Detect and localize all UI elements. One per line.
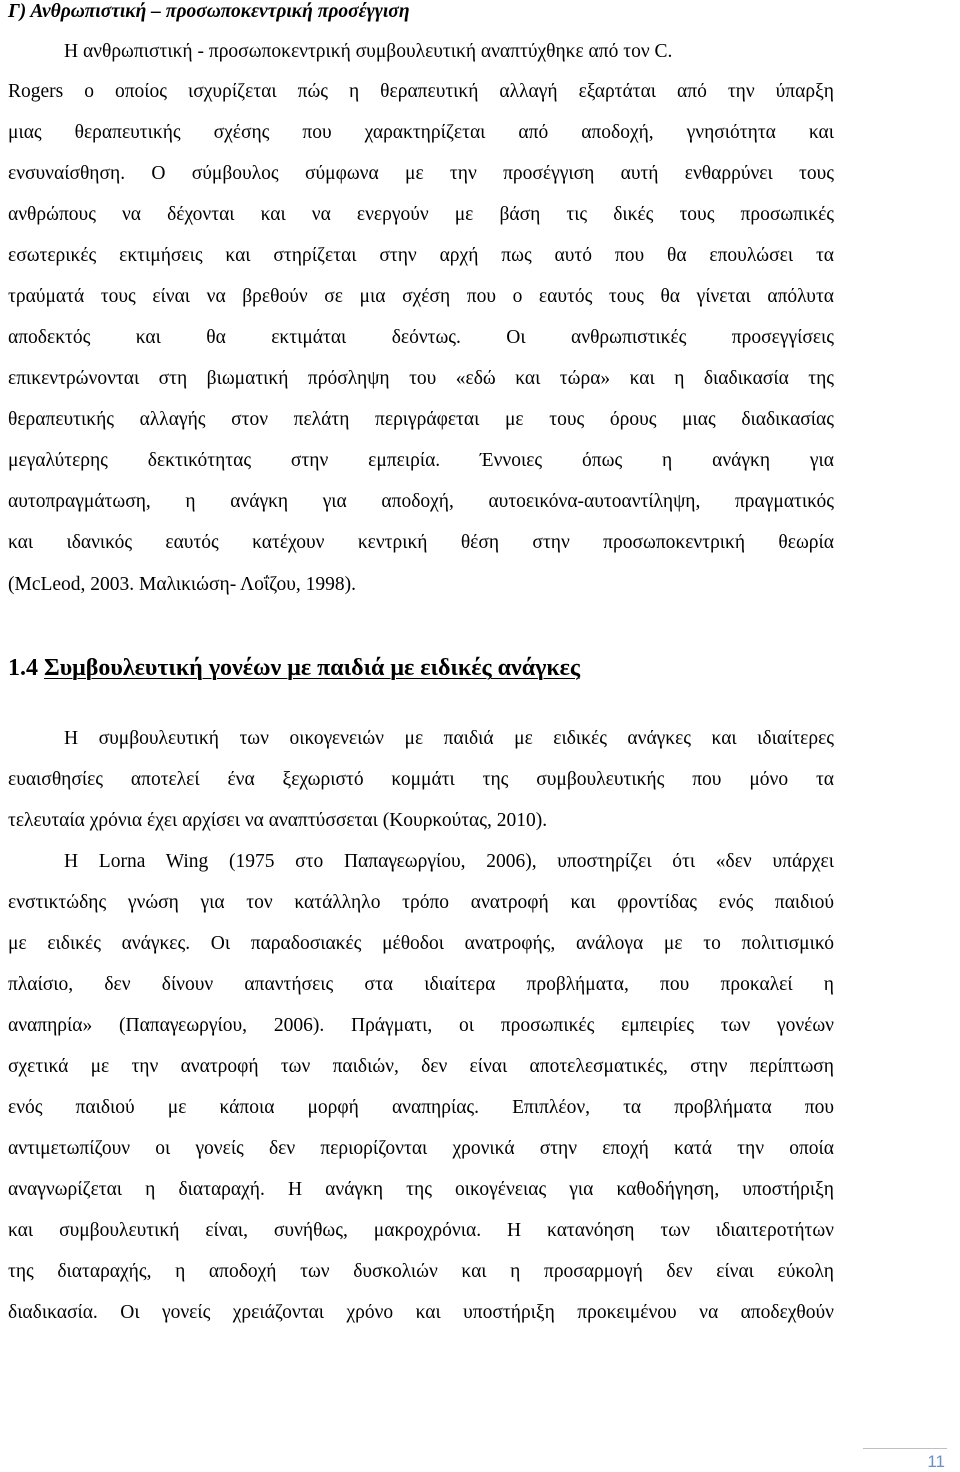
paragraph-line: ενστικτώδης γνώση για τον κατάλληλο τρόπο ανατροφή και φροντίδας ενός παιδιού	[8, 892, 834, 913]
paragraph-line: με ειδικές ανάγκες. Οι παραδοσιακές μέθοδοι ανατροφής, ανάλογα με το πολιτισμικό	[8, 933, 834, 954]
section-g-line: (McLeod, 2003. Μαλικιώση- Λοΐζου, 1998).	[8, 574, 356, 595]
paragraph-line: Η Lorna Wing (1975 στο Παπαγεωργίου, 2006), υποστηρίζει ότι «δεν υπάρχει	[64, 851, 834, 872]
paragraph-line: και συμβουλευτική είναι, συνήθως, μακροχρόνια. Η κατανόηση των ιδιαιτεροτήτων	[8, 1220, 834, 1241]
section-g-heading: Γ) Ανθρωπιστική – προσωποκεντρική προσέγγιση	[8, 1, 410, 22]
section-g-line: Rogers ο οποίος ισχυρίζεται πώς η θεραπευτική αλλαγή εξαρτάται από την ύπαρξη	[8, 81, 834, 102]
section-g-line: και ιδανικός εαυτός κατέχουν κεντρική θέση στην προσωποκεντρική θεωρία	[8, 532, 834, 553]
section-number: 1.4	[8, 655, 38, 681]
section-g-line: μεγαλύτερης δεκτικότητας στην εμπειρία. Έννοιες όπως η ανάγκη για	[8, 450, 834, 471]
paragraph-line: ενός παιδιού με κάποια μορφή αναπηρίας. Επιπλέον, τα προβλήματα που	[8, 1097, 834, 1118]
paragraph-line: της διαταραχής, η αποδοχή των δυσκολιών και η προσαρμογή δεν είναι εύκολη	[8, 1261, 834, 1282]
footer-rule	[863, 1448, 947, 1449]
section-title: Συμβουλευτική γονέων με παιδιά με ειδικές ανάγκες	[44, 655, 581, 681]
section-g-line: ενσυναίσθηση. Ο σύμβουλος σύμφωνα με την προσέγγιση αυτή ενθαρρύνει τους	[8, 163, 834, 184]
section-g-line: Η ανθρωπιστική - προσωποκεντρική συμβουλευτική αναπτύχθηκε από τον C.	[64, 41, 673, 62]
paragraph-line: σχετικά με την ανατροφή των παιδιών, δεν είναι αποτελεσματικές, στην περίπτωση	[8, 1056, 834, 1077]
section-g-line: αυτοπραγμάτωση, η ανάγκη για αποδοχή, αυτοεικόνα-αυτοαντίληψη, πραγματικός	[8, 491, 834, 512]
section-g-line: ανθρώπους να δέχονται και να ενεργούν με βάση τις δικές τους προσωπικές	[8, 204, 834, 225]
paragraph-line: αναγνωρίζεται η διαταραχή. Η ανάγκη της οικογένειας για καθοδήγηση, υποστήριξη	[8, 1179, 834, 1200]
page-number: 11	[927, 1452, 945, 1471]
section-g-line: μιας θεραπευτικής σχέσης που χαρακτηρίζεται από αποδοχή, γνησιότητα και	[8, 122, 834, 143]
paragraph-line: Η συμβουλευτική των οικογενειών με παιδιά με ειδικές ανάγκες και ιδιαίτερες	[64, 728, 834, 749]
section-heading	[8, 653, 580, 683]
paragraph-line: τελευταία χρόνια έχει αρχίσει να αναπτύσσεται (Κουρκούτας, 2010).	[8, 810, 548, 831]
paragraph-line: ευαισθησίες αποτελεί ένα ξεχωριστό κομμάτι της συμβουλευτικής που μόνο τα	[8, 769, 834, 790]
paragraph-line: διαδικασία. Οι γονείς χρειάζονται χρόνο και υποστήριξη προκειμένου να αποδεχθούν	[8, 1302, 834, 1323]
section-g-line: θεραπευτικής αλλαγής στον πελάτη περιγράφεται με τους όρους μιας διαδικασίας	[8, 409, 834, 430]
paragraph-line: πλαίσιο, δεν δίνουν απαντήσεις στα ιδιαίτερα προβλήματα, που προκαλεί η	[8, 974, 834, 995]
paragraph-line: αντιμετωπίζουν οι γονείς δεν περιορίζονται χρονικά στην εποχή κατά την οποία	[8, 1138, 834, 1159]
section-g-line: εσωτερικές εκτιμήσεις και στηρίζεται στην αρχή πως αυτό που θα επουλώσει τα	[8, 245, 834, 266]
section-g-line: τραύματά τους είναι να βρεθούν σε μια σχέση που ο εαυτός τους θα γίνεται απόλυτα	[8, 286, 834, 307]
section-g-line: αποδεκτός και θα εκτιμάται δεόντως. Οι ανθρωπιστικές προσεγγίσεις	[8, 327, 834, 348]
paragraph-line: αναπηρία» (Παπαγεωργίου, 2006). Πράγματι, οι προσωπικές εμπειρίες των γονέων	[8, 1015, 834, 1036]
section-g-line: επικεντρώνονται στη βιωματική πρόσληψη του «εδώ και τώρα» και η διαδικασία της	[8, 368, 834, 389]
